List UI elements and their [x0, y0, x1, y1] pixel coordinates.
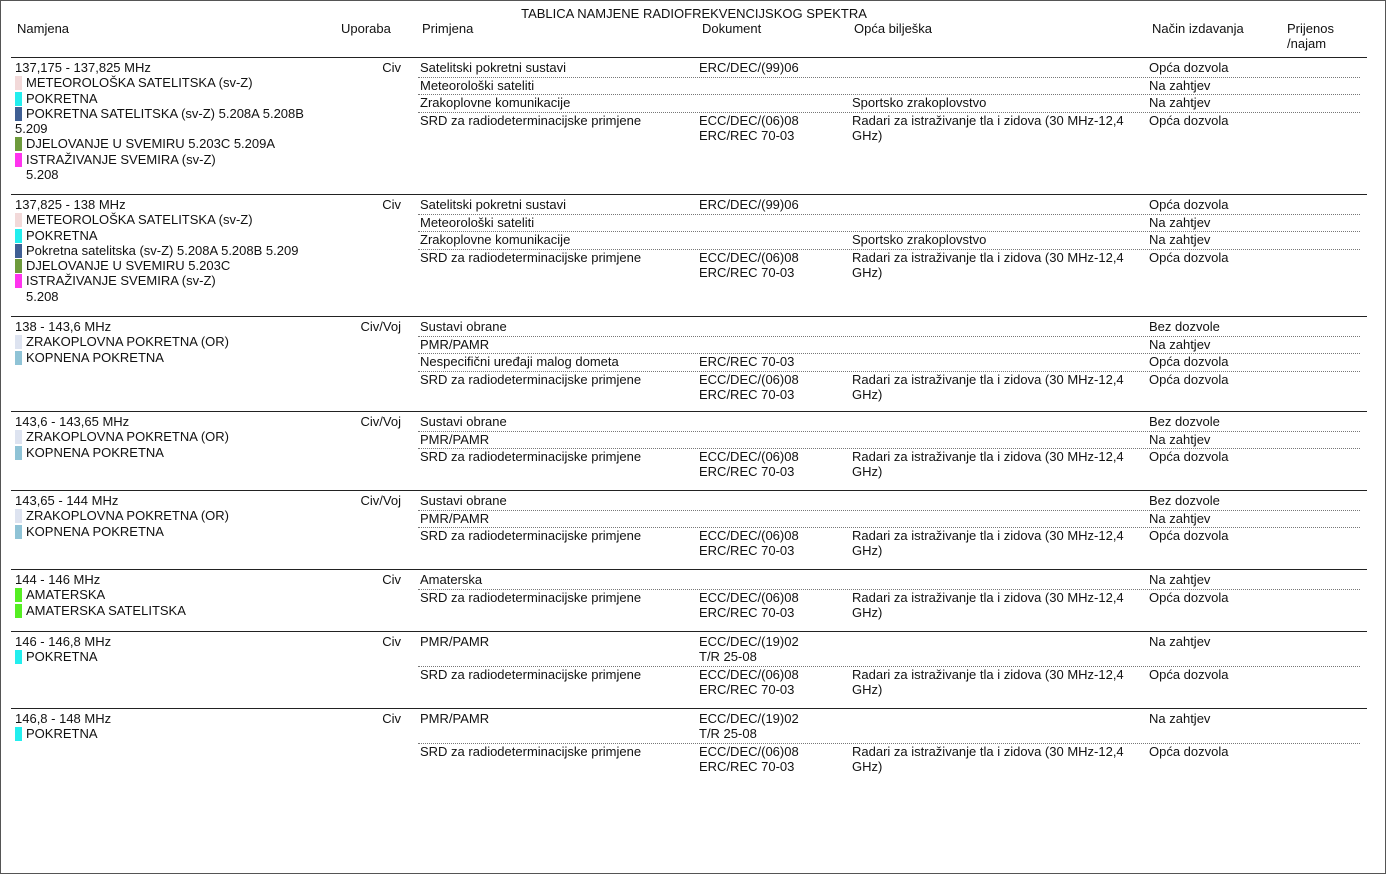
- application-rows: [418, 572, 1360, 621]
- band-cell: [15, 493, 315, 539]
- note-cell: Radari za istraživanje tla i zidova (30 MHz-12,4: [852, 589, 1124, 605]
- application-cell: SRD za radiodeterminacijske primjene: [420, 371, 642, 387]
- service-item: [15, 212, 315, 227]
- application-cell: Satelitski pokretni sustavi: [420, 197, 566, 212]
- service-label: KOPNENA POKRETNA: [26, 523, 164, 539]
- band-cell: [15, 319, 315, 365]
- application-cell: PMR/PAMR: [420, 510, 490, 526]
- header-primjena: Primjena: [422, 21, 474, 36]
- licensing-cell: Na zahtjev: [1149, 634, 1211, 649]
- band-cell: [15, 711, 315, 742]
- group-divider: [11, 569, 1367, 570]
- application-cell: Nespecifični uređaji malog dometa: [420, 354, 619, 370]
- note-cell: Radari za istraživanje tla i zidova (30 MHz-12,4: [852, 528, 1124, 544]
- service-item: [15, 136, 315, 151]
- note-cell-line2: GHz): [852, 604, 883, 620]
- header-namjena: Namjena: [17, 21, 70, 36]
- service-color-swatch: [15, 446, 22, 460]
- application-cell: PMR/PAMR: [420, 711, 490, 726]
- service-item: [15, 350, 315, 365]
- note-cell: Radari za istraživanje tla i zidova (30 MHz-12,4: [852, 371, 1124, 387]
- application-cell: PMR/PAMR: [420, 634, 490, 649]
- service-label: POKRETNA: [26, 726, 98, 742]
- note-cell: Radari za istraživanje tla i zidova (30 MHz-12,4: [852, 112, 1124, 128]
- table-row: [418, 414, 1360, 432]
- service-label: KOPNENA POKRETNA: [26, 349, 164, 365]
- service-color-swatch: [15, 259, 22, 273]
- licensing-cell: Opća dozvola: [1149, 666, 1229, 682]
- band-frequency: 143,6 - 143,65 MHz: [15, 414, 130, 429]
- document-cell: ERC/REC 70-03: [699, 354, 795, 370]
- table-row: [418, 60, 1360, 78]
- application-cell: SRD za radiodeterminacijske primjene: [420, 249, 642, 265]
- note-cell-line2: GHz): [852, 464, 883, 480]
- service-label: METEOROLOŠKA SATELITSKA (sv-Z): [26, 212, 253, 228]
- table-row: [418, 372, 1360, 404]
- licensing-cell: Na zahtjev: [1149, 711, 1211, 726]
- licensing-cell: Na zahtjev: [1149, 95, 1211, 111]
- note-cell: Radari za istraživanje tla i zidova (30 MHz-12,4: [852, 449, 1124, 465]
- note-cell-line2: GHz): [852, 543, 883, 559]
- licensing-cell: Na zahtjev: [1149, 214, 1211, 230]
- service-label: AMATERSKA: [26, 587, 106, 603]
- document-cell: ECC/DEC/(06)08: [699, 589, 799, 605]
- header-opca-biljeska: Opća bilješka: [854, 21, 933, 36]
- service-label: ZRAKOPLOVNA POKRETNA (OR): [26, 334, 229, 350]
- service-color-swatch: [15, 509, 22, 523]
- group-divider: [11, 57, 1367, 58]
- table-row: [418, 528, 1360, 560]
- service-color-swatch: [15, 335, 22, 349]
- licensing-cell: Na zahtjev: [1149, 572, 1211, 587]
- service-item: [15, 429, 315, 444]
- note-cell-line2: GHz): [852, 387, 883, 403]
- header-nacin-izdavanja: Način izdavanja: [1152, 21, 1244, 36]
- service-color-swatch: [15, 137, 22, 151]
- service-label: AMATERSKA SATELITSKA: [26, 602, 186, 618]
- band-cell: [15, 414, 315, 460]
- group-divider: [11, 631, 1367, 632]
- service-color-swatch: [15, 274, 22, 288]
- application-rows: [418, 60, 1360, 144]
- service-color-swatch: [15, 604, 22, 618]
- service-item: [15, 91, 315, 106]
- page-title: TABLICA NAMJENE RADIOFREKVENCIJSKOG SPEKTRA: [521, 6, 867, 21]
- application-cell: Meteorološki sateliti: [420, 77, 535, 93]
- licensing-cell: Opća dozvola: [1149, 528, 1229, 544]
- table-row: [418, 197, 1360, 215]
- application-cell: SRD za radiodeterminacijske primjene: [420, 449, 642, 465]
- licensing-cell: Na zahtjev: [1149, 431, 1211, 447]
- application-cell: Amaterska: [420, 572, 483, 587]
- document-cell: ECC/DEC/(06)08: [699, 666, 799, 682]
- service-color-swatch: [15, 213, 22, 227]
- header-prijenos: [1287, 21, 1334, 51]
- band-frequency: 138 - 143,6 MHz: [15, 319, 112, 334]
- note-cell: Sportsko zrakoplovstvo: [852, 95, 987, 111]
- usage-cell: Civ: [382, 197, 401, 212]
- licensing-cell: Na zahtjev: [1149, 510, 1211, 526]
- licensing-cell: Opća dozvola: [1149, 371, 1229, 387]
- usage-cell: Civ/Voj: [360, 414, 401, 429]
- note-cell: Radari za istraživanje tla i zidova (30 MHz-12,4: [852, 666, 1124, 682]
- licensing-cell: Opća dozvola: [1149, 743, 1229, 759]
- table-row: [418, 493, 1360, 511]
- table-row: [418, 634, 1360, 667]
- note-cell-line2: GHz): [852, 265, 883, 281]
- application-rows: [418, 634, 1360, 698]
- application-cell: Meteorološki sateliti: [420, 214, 535, 230]
- licensing-cell: Opća dozvola: [1149, 197, 1229, 212]
- group-divider: [11, 708, 1367, 709]
- licensing-cell: Opća dozvola: [1149, 449, 1229, 465]
- usage-cell: Civ: [382, 634, 401, 649]
- licensing-cell: Na zahtjev: [1149, 77, 1211, 93]
- application-cell: SRD za radiodeterminacijske primjene: [420, 528, 642, 544]
- service-item: [15, 726, 315, 741]
- band-cell: [15, 60, 315, 182]
- application-rows: [418, 493, 1360, 560]
- service-color-swatch: [15, 244, 22, 258]
- licensing-cell: Bez dozvole: [1149, 414, 1220, 429]
- group-divider: [11, 194, 1367, 195]
- note-cell: Radari za istraživanje tla i zidova (30 MHz-12,4: [852, 743, 1124, 759]
- service-label: Pokretna satelitska (sv-Z) 5.208A 5.208B 5.209: [26, 242, 299, 258]
- service-label: METEOROLOŠKA SATELITSKA (sv-Z): [26, 75, 253, 91]
- table-row: [418, 572, 1360, 590]
- table-row: [418, 232, 1360, 250]
- table-row: [418, 667, 1360, 699]
- usage-cell: Civ: [382, 60, 401, 75]
- service-item: [15, 106, 315, 137]
- service-color-swatch: [15, 588, 22, 602]
- application-rows: [418, 319, 1360, 403]
- service-label: ZRAKOPLOVNA POKRETNA (OR): [26, 508, 229, 524]
- table-row: [418, 113, 1360, 145]
- document-cell-line2: T/R 25-08: [699, 649, 757, 665]
- band-cell: [15, 197, 315, 304]
- service-color-swatch: [15, 525, 22, 539]
- service-label: POKRETNA: [26, 227, 98, 243]
- table-row: [418, 449, 1360, 481]
- header-dokument: Dokument: [702, 21, 762, 36]
- service-label: POKRETNA: [26, 90, 98, 106]
- application-cell: PMR/PAMR: [420, 336, 490, 352]
- document-cell-line2: ERC/REC 70-03: [699, 387, 795, 403]
- table-row: [418, 319, 1360, 337]
- document-cell: ECC/DEC/(06)08: [699, 371, 799, 387]
- service-item: [15, 75, 315, 90]
- service-label-cont: 5.209: [15, 121, 48, 137]
- header-uporaba: Uporaba: [341, 21, 391, 36]
- document-cell: ERC/DEC/(99)06: [699, 197, 799, 212]
- group-divider: [11, 490, 1367, 491]
- table-row: [418, 432, 1360, 450]
- document-cell: ECC/DEC/(06)08: [699, 112, 799, 128]
- band-cell: [15, 634, 315, 665]
- service-label: DJELOVANJE U SVEMIRU 5.203C: [26, 258, 231, 274]
- service-item: [15, 508, 315, 523]
- service-label: ISTRAŽIVANJE SVEMIRA (sv-Z): [26, 151, 216, 167]
- document-cell-line2: ERC/REC 70-03: [699, 464, 795, 480]
- document-cell-line2: ERC/REC 70-03: [699, 128, 795, 144]
- application-cell: Satelitski pokretni sustavi: [420, 60, 566, 75]
- service-item: [15, 152, 315, 183]
- service-color-swatch: [15, 76, 22, 90]
- table-row: [418, 511, 1360, 529]
- application-cell: SRD za radiodeterminacijske primjene: [420, 112, 642, 128]
- service-item: [15, 273, 315, 304]
- document-cell: ERC/DEC/(99)06: [699, 60, 799, 75]
- licensing-cell: Opća dozvola: [1149, 249, 1229, 265]
- table-row: [418, 78, 1360, 96]
- service-item: [15, 258, 315, 273]
- licensing-cell: Bez dozvole: [1149, 493, 1220, 508]
- usage-cell: Civ/Voj: [360, 319, 401, 334]
- licensing-cell: Opća dozvola: [1149, 112, 1229, 128]
- document-cell: ECC/DEC/(06)08: [699, 449, 799, 465]
- service-color-swatch: [15, 107, 22, 121]
- table-row: [418, 354, 1360, 372]
- service-color-swatch: [15, 229, 22, 243]
- band-frequency: 137,825 - 138 MHz: [15, 197, 126, 212]
- document-cell-line2: T/R 25-08: [699, 726, 757, 742]
- service-label: KOPNENA POKRETNA: [26, 444, 164, 460]
- document-cell: ECC/DEC/(06)08: [699, 743, 799, 759]
- service-label: POKRETNA: [26, 649, 98, 665]
- licensing-cell: Opća dozvola: [1149, 589, 1229, 605]
- application-rows: [418, 711, 1360, 775]
- service-item: [15, 445, 315, 460]
- document-cell-line2: ERC/REC 70-03: [699, 543, 795, 559]
- document-cell-line2: ERC/REC 70-03: [699, 604, 795, 620]
- header-prijenos-line1: Prijenos: [1287, 21, 1334, 36]
- usage-cell: Civ: [382, 711, 401, 726]
- service-item: [15, 243, 315, 258]
- application-cell: SRD za radiodeterminacijske primjene: [420, 743, 642, 759]
- note-cell-line2: GHz): [852, 128, 883, 144]
- service-label: ISTRAŽIVANJE SVEMIRA (sv-Z): [26, 273, 216, 289]
- application-cell: Zrakoplovne komunikacije: [420, 232, 571, 248]
- document-cell-line2: ERC/REC 70-03: [699, 758, 795, 774]
- service-label: ZRAKOPLOVNA POKRETNA (OR): [26, 429, 229, 445]
- band-frequency: 143,65 - 144 MHz: [15, 493, 119, 508]
- service-label-cont: 5.208: [26, 288, 59, 304]
- note-cell-line2: GHz): [852, 758, 883, 774]
- licensing-cell: Opća dozvola: [1149, 60, 1229, 75]
- service-color-swatch: [15, 430, 22, 444]
- application-rows: [418, 414, 1360, 481]
- service-label-cont: 5.208: [26, 167, 59, 183]
- table-row: [418, 711, 1360, 744]
- service-color-swatch: [15, 727, 22, 741]
- service-item: [15, 649, 315, 664]
- service-color-swatch: [15, 92, 22, 106]
- service-color-swatch: [15, 153, 22, 167]
- band-frequency: 144 - 146 MHz: [15, 572, 101, 587]
- application-cell: SRD za radiodeterminacijske primjene: [420, 589, 642, 605]
- service-item: [15, 587, 315, 602]
- band-frequency: 146,8 - 148 MHz: [15, 711, 112, 726]
- application-cell: PMR/PAMR: [420, 431, 490, 447]
- group-divider: [11, 316, 1367, 317]
- application-cell: Sustavi obrane: [420, 493, 507, 508]
- service-item: [15, 603, 315, 618]
- licensing-cell: Na zahtjev: [1149, 232, 1211, 248]
- note-cell: Sportsko zrakoplovstvo: [852, 232, 987, 248]
- document-cell: ECC/DEC/(19)02: [699, 634, 799, 649]
- usage-cell: Civ: [382, 572, 401, 587]
- header-prijenos-line2: /najam: [1287, 36, 1327, 51]
- document-cell: ECC/DEC/(19)02: [699, 711, 799, 726]
- application-rows: [418, 197, 1360, 281]
- table-row: [418, 590, 1360, 622]
- document-cell: ECC/DEC/(06)08: [699, 249, 799, 265]
- service-item: [15, 228, 315, 243]
- service-label: POKRETNA SATELITSKA (sv-Z) 5.208A 5.208B: [26, 105, 304, 121]
- table-row: [418, 744, 1360, 776]
- document-cell-line2: ERC/REC 70-03: [699, 265, 795, 281]
- table-row: [418, 250, 1360, 282]
- service-color-swatch: [15, 351, 22, 365]
- band-cell: [15, 572, 315, 618]
- licensing-cell: Bez dozvole: [1149, 319, 1220, 334]
- note-cell: Radari za istraživanje tla i zidova (30 MHz-12,4: [852, 249, 1124, 265]
- service-item: [15, 334, 315, 349]
- band-frequency: 146 - 146,8 MHz: [15, 634, 112, 649]
- application-cell: Sustavi obrane: [420, 414, 507, 429]
- licensing-cell: Opća dozvola: [1149, 354, 1229, 370]
- service-item: [15, 524, 315, 539]
- service-label: DJELOVANJE U SVEMIRU 5.203C 5.209A: [26, 136, 276, 152]
- band-frequency: 137,175 - 137,825 MHz: [15, 60, 151, 75]
- document-cell-line2: ERC/REC 70-03: [699, 681, 795, 697]
- table-row: [418, 215, 1360, 233]
- licensing-cell: Na zahtjev: [1149, 336, 1211, 352]
- note-cell-line2: GHz): [852, 681, 883, 697]
- table-row: [418, 337, 1360, 355]
- service-color-swatch: [15, 650, 22, 664]
- group-divider: [11, 411, 1367, 412]
- usage-cell: Civ/Voj: [360, 493, 401, 508]
- application-cell: Sustavi obrane: [420, 319, 507, 334]
- application-cell: Zrakoplovne komunikacije: [420, 95, 571, 111]
- document-cell: ECC/DEC/(06)08: [699, 528, 799, 544]
- application-cell: SRD za radiodeterminacijske primjene: [420, 666, 642, 682]
- table-row: [418, 95, 1360, 113]
